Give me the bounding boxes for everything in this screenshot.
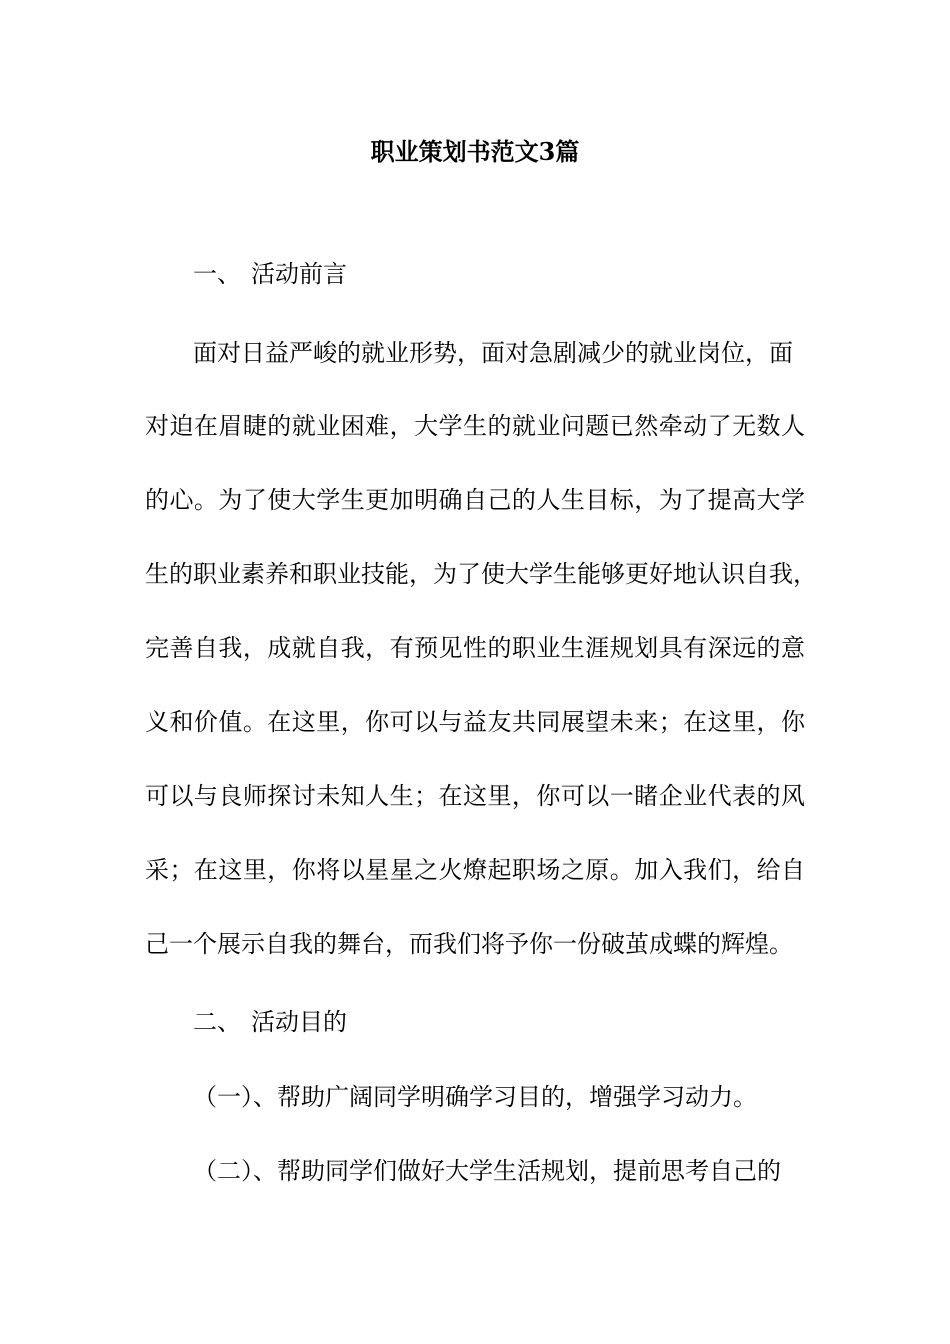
paragraph-line: 义和价值。在这里，你可以与益友共同展望未来；在这里，你 bbox=[145, 708, 805, 736]
section-heading-text: 活动目的 bbox=[251, 1008, 347, 1036]
list-item: （一）、帮助广阔同学明确学习目的，增强学习动力。 bbox=[193, 1083, 757, 1111]
paragraph-line: 面对日益严峻的就业形势，面对急剧减少的就业岗位，面 bbox=[193, 339, 793, 367]
section-heading-1 bbox=[193, 258, 853, 290]
paragraph-line: 生的职业素养和职业技能，为了使大学生能够更好地认识自我， bbox=[145, 560, 817, 588]
list-item: （二）、帮助同学们做好大学生活规划，提前思考自己的 bbox=[193, 1157, 781, 1185]
document-title: 职业策划书范文3篇 bbox=[370, 137, 580, 166]
paragraph-line: 可以与良师探讨未知人生；在这里，你可以一睹企业代表的风 bbox=[145, 782, 805, 810]
paragraph-line: 完善自我，成就自我，有预见性的职业生涯规划具有深远的意 bbox=[145, 634, 805, 662]
paragraph-line: 对迫在眉睫的就业困难，大学生的就业问题已然牵动了无数人 bbox=[145, 412, 805, 440]
paragraph-line: 己一个展示自我的舞台，而我们将予你一份破茧成蝶的辉煌。 bbox=[145, 930, 793, 958]
section-number: 一、 bbox=[193, 260, 241, 288]
paragraph-line: 的心。为了使大学生更加明确自己的人生目标，为了提高大学 bbox=[145, 486, 805, 514]
section-heading-2 bbox=[193, 1006, 853, 1038]
section-heading-text: 活动前言 bbox=[251, 260, 347, 288]
section-number: 二、 bbox=[193, 1008, 241, 1036]
paragraph-line: 采；在这里，你将以星星之火燎起职场之原。加入我们，给自 bbox=[145, 856, 805, 884]
